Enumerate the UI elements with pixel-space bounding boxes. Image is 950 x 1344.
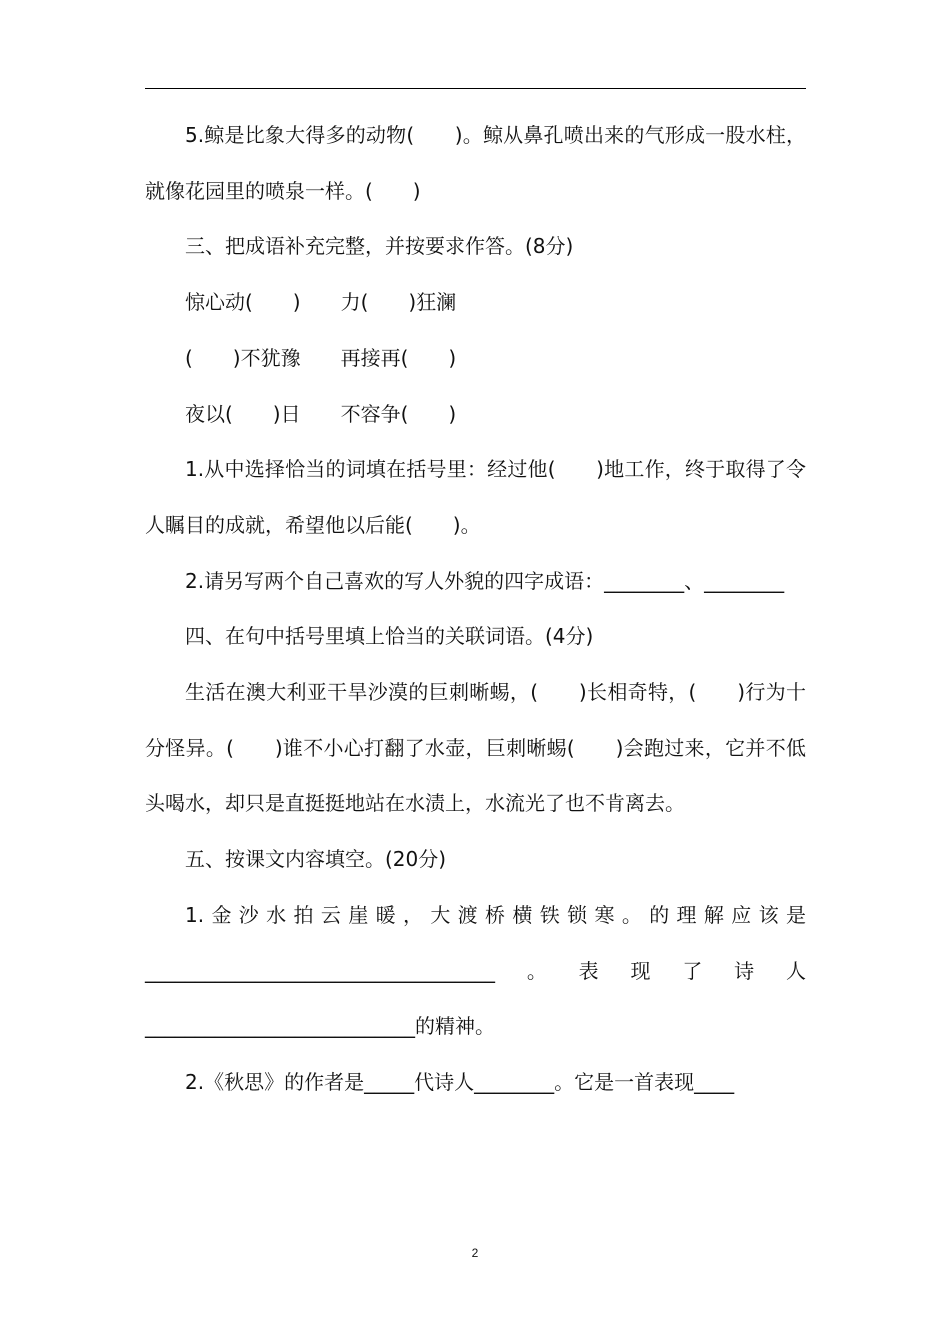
section-5-question-2: 2.《秋思》的作者是_____代诗人________。它是一首表现____ (185, 1069, 735, 1094)
page-number: 2 (471, 1246, 479, 1260)
section-5-heading: 五、按课文内容填空。(20分) (185, 847, 447, 872)
section-4-passage: 生活在澳大利亚干旱沙漠的巨刺晰蜴，( )长相奇特，( )行为十分怪异。( )谁不小心打翻了水壶，巨刺晰蜴( )会跑过来，它并不低头喝水，却只是直挺挺地站在水渍上，水流光了也不肯离去。 (145, 680, 806, 816)
section-3-heading: 三、把成语补充完整，并按要求作答。(8分) (185, 234, 574, 259)
document-body (145, 108, 806, 1111)
idiom-row-1: 惊心动( ) 力( )狂澜 (185, 290, 457, 315)
section-4-heading: 四、在句中括号里填上恰当的关联词语。(4分) (185, 624, 594, 649)
section-3-question-1: 1.从中选择恰当的词填在括号里：经过他( )地工作，终于取得了令人瞩目的成就，希望他以后能( )。 (145, 457, 806, 537)
idiom-row-2: ( )不犹豫 再接再( ) (185, 345, 457, 370)
idiom-row-3: 夜以( )日 不容争( ) (185, 401, 457, 426)
header-rule (145, 88, 806, 89)
section-3-question-2: 2.请另写两个自己喜欢的写人外貌的四字成语：________、________ (185, 568, 785, 593)
section-5-question-1: 1.金沙水拍云崖暖，大渡桥横铁锁寒。的理解应该是___________________________________。表现了诗人___________________________的精神。 (145, 902, 806, 1039)
question-5-whale: 5.鲸是比象大得多的动物( )。鲸从鼻孔喷出来的气形成一股水柱，就像花园里的喷泉一样。( ) (145, 123, 806, 203)
